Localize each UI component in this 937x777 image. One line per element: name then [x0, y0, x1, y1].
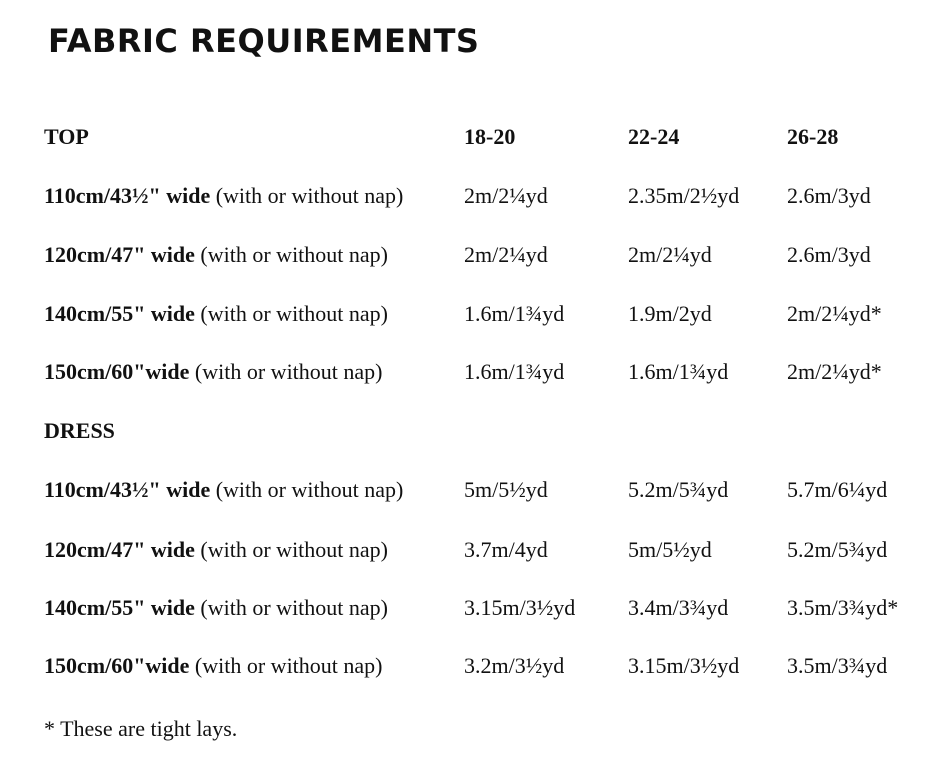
amount-18-20: 2m/2¼yd [464, 242, 548, 267]
amount-18-20: 3.2m/3½yd [464, 653, 565, 678]
amount-26-28: 5.7m/6¼yd [787, 477, 888, 502]
nap-note: (with or without nap) [215, 477, 404, 502]
dress-section-heading: DRESS [44, 418, 115, 443]
amount-26-28: 3.5m/3¾yd [787, 653, 888, 678]
page-title: FABRIC REQUIREMENTS [48, 22, 480, 60]
fabric-width: 150cm/60"wide [44, 653, 190, 678]
fabric-width: 150cm/60"wide [44, 359, 190, 384]
top-row-150cm [44, 359, 924, 389]
amount-22-24: 2.35m/2½yd [628, 183, 740, 208]
fabric-width-label [44, 301, 388, 327]
amount-22-24: 5.2m/5¾yd [628, 477, 729, 502]
amount-22-24: 3.4m/3¾yd [628, 595, 729, 620]
amount-18-20: 3.15m/3½yd [464, 595, 576, 620]
fabric-width-label [44, 359, 383, 385]
amount-26-28: 5.2m/5¾yd [787, 537, 888, 562]
nap-note: (with or without nap) [200, 595, 389, 620]
amount-22-24: 1.9m/2yd [628, 301, 712, 326]
nap-note: (with or without nap) [200, 301, 389, 326]
nap-note: (with or without nap) [200, 537, 389, 562]
top-row-140cm [44, 301, 924, 331]
nap-note: (with or without nap) [200, 242, 389, 267]
nap-note: (with or without nap) [194, 359, 383, 384]
fabric-width: 110cm/43½" wide [44, 477, 211, 502]
amount-18-20: 2m/2¼yd [464, 183, 548, 208]
footnote: * These are tight lays. [44, 716, 238, 741]
amount-18-20: 1.6m/1¾yd [464, 301, 565, 326]
size-header-18-20: 18-20 [464, 124, 516, 149]
amount-26-28: 3.5m/3¾yd* [787, 595, 899, 620]
amount-22-24: 5m/5½yd [628, 537, 712, 562]
fabric-width-label [44, 537, 388, 563]
fabric-width-label [44, 242, 388, 268]
amount-18-20: 1.6m/1¾yd [464, 359, 565, 384]
top-header-row [44, 124, 924, 154]
fabric-width: 110cm/43½" wide [44, 183, 211, 208]
top-row-120cm [44, 242, 924, 272]
amount-18-20: 5m/5½yd [464, 477, 548, 502]
amount-22-24: 2m/2¼yd [628, 242, 712, 267]
amount-26-28: 2m/2¼yd* [787, 359, 882, 384]
dress-header-row [44, 418, 924, 448]
fabric-width-label [44, 595, 388, 621]
fabric-width-label [44, 477, 403, 503]
dress-row-120cm [44, 537, 924, 567]
dress-row-140cm [44, 595, 924, 625]
top-row-110cm [44, 183, 924, 213]
amount-26-28: 2m/2¼yd* [787, 301, 882, 326]
size-header-26-28: 26-28 [787, 124, 839, 149]
dress-row-110cm [44, 477, 924, 507]
amount-26-28: 2.6m/3yd [787, 242, 871, 267]
amount-22-24: 3.15m/3½yd [628, 653, 740, 678]
amount-18-20: 3.7m/4yd [464, 537, 548, 562]
nap-note: (with or without nap) [194, 653, 383, 678]
amount-22-24: 1.6m/1¾yd [628, 359, 729, 384]
top-section-heading: TOP [44, 124, 89, 149]
fabric-width: 120cm/47" wide [44, 242, 195, 267]
fabric-width-label [44, 653, 383, 679]
fabric-width: 140cm/55" wide [44, 595, 195, 620]
nap-note: (with or without nap) [215, 183, 404, 208]
dress-row-150cm [44, 653, 924, 683]
size-header-22-24: 22-24 [628, 124, 680, 149]
fabric-width-label [44, 183, 403, 209]
fabric-width: 120cm/47" wide [44, 537, 195, 562]
amount-26-28: 2.6m/3yd [787, 183, 871, 208]
fabric-width: 140cm/55" wide [44, 301, 195, 326]
